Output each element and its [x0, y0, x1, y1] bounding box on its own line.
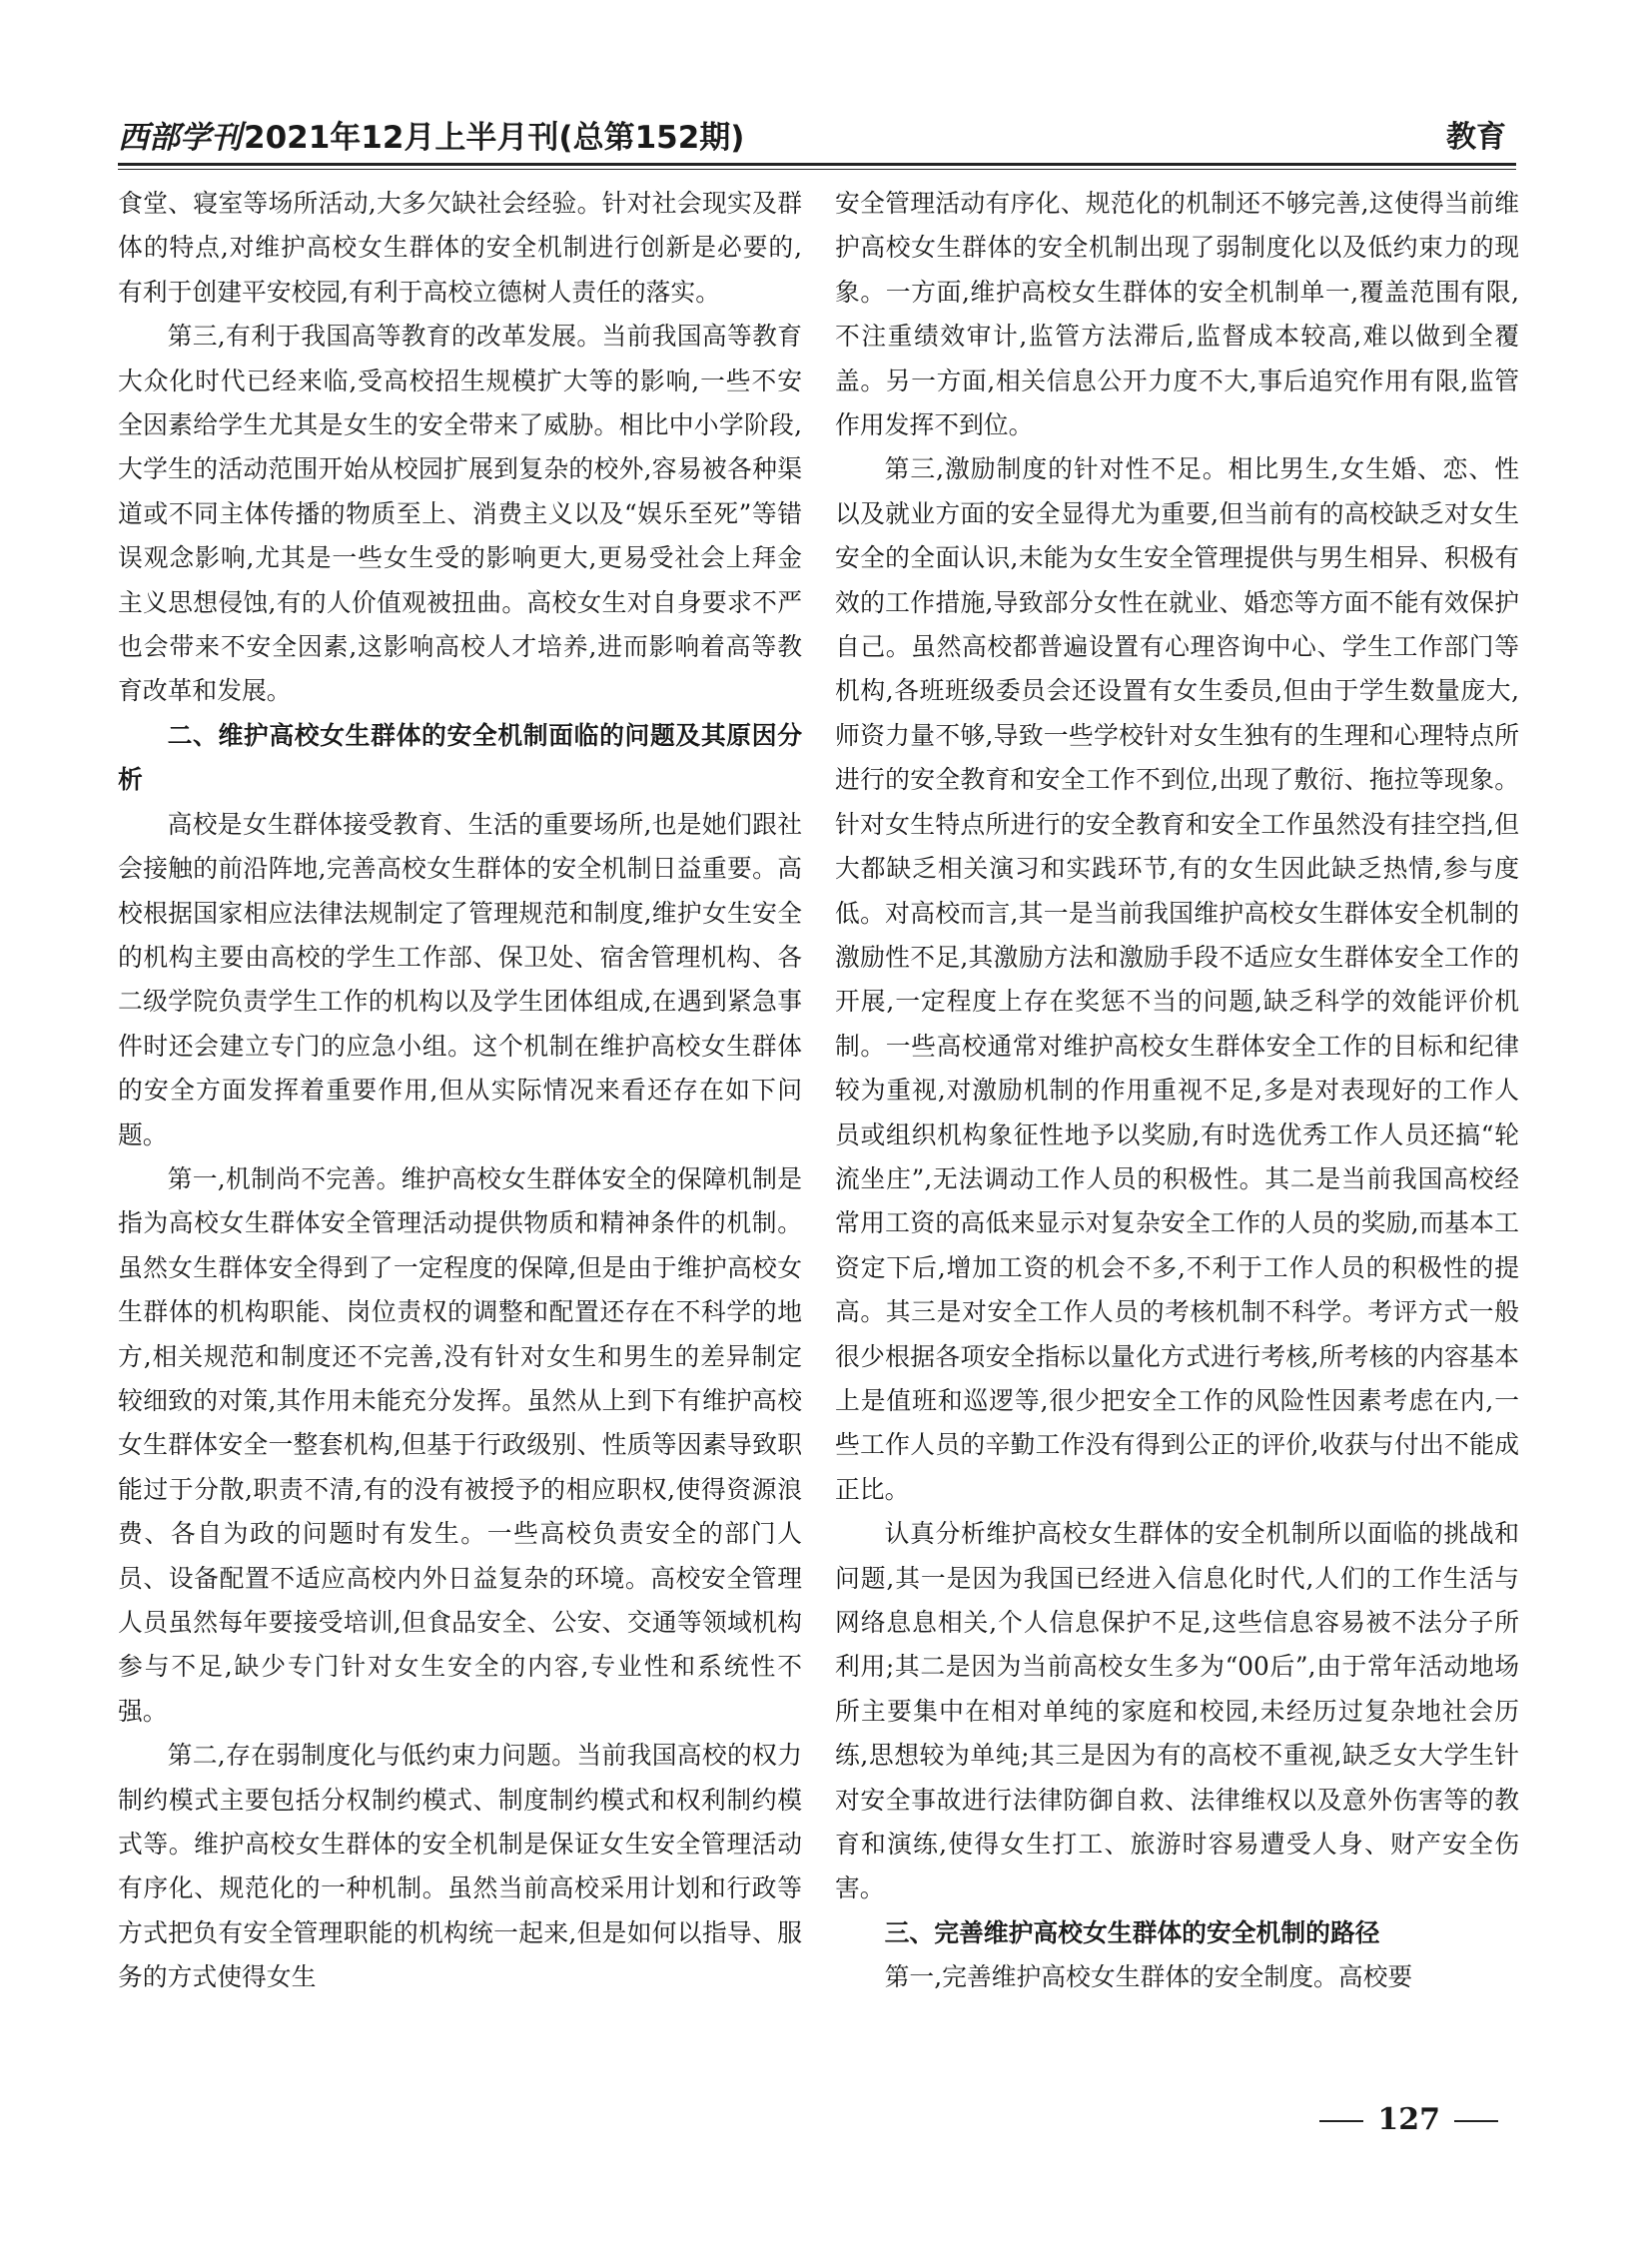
journal-logo: 西部学刊 — [118, 120, 242, 156]
page-number — [1305, 2102, 1512, 2137]
paragraph: 食堂、寝室等场所活动,大多欠缺社会经验。针对社会现实及群体的特点,对维护高校女生群体的安全机制进行创新是必要的,有利于创建平安校园,有利于高校立德树人责任的落实。 — [118, 189, 802, 307]
journal-issue-line — [118, 112, 744, 157]
paragraph: 认真分析维护高校女生群体的安全机制所以面临的挑战和问题,其一是因为我国已经进入信息化时代,人们的工作生活与网络息息相关,个人信息保护不足,这些信息容易被不法分子所利用;其二是因为当前高校女生多为“00后”,由于常年活动地场所主要集中在相对单纯的家庭和校园,未经历过复杂地社会历练,思想较为单纯;其三是因为有的高校不重视,缺乏女大学生针对安全事故进行法律防御自救、法律维权以及意外伤害等的教育和演练,使得女生打工、旅游时容易遭受人身、财产安全伤害。 — [835, 1519, 1519, 1903]
header-rule — [118, 163, 1516, 166]
right-column — [835, 182, 1519, 2000]
header-rule-thin — [118, 169, 1516, 170]
paragraph: 安全管理活动有序化、规范化的机制还不够完善,这使得当前维护高校女生群体的安全机制出现了弱制度化以及低约束力的现象。一方面,维护高校女生群体的安全机制单一,覆盖范围有限,不注重绩效审计,监管方法滞后,监督成本较高,难以做到全覆盖。另一方面,相关信息公开力度不大,事后追究作用有限,监管作用发挥不到位。 — [835, 189, 1519, 440]
folio-dash-right — [1454, 2120, 1498, 2122]
paragraph: 第三,有利于我国高等教育的改革发展。当前我国高等教育大众化时代已经来临,受高校招生规模扩大等的影响,一些不安全因素给学生尤其是女生的安全带来了威胁。相比中小学阶段,大学生的活动范围开始从校园扩展到复杂的校外,容易被各种渠道或不同主体传播的物质至上、消费主义以及“娱乐至死”等错误观念影响,尤其是一些女生受的影响更大,更易受社会上拜金主义思想侵蚀,有的人价值观被扭曲。高校女生对自身要求不严也会带来不安全因素,这影响高校人才培养,进而影响着高等教育改革和发展。 — [118, 322, 802, 706]
folio-dash-left — [1319, 2120, 1363, 2122]
section-heading: 三、完善维护高校女生群体的安全机制的路径 — [884, 1917, 1380, 1947]
paragraph: 第一,完善维护高校女生群体的安全制度。高校要 — [884, 1962, 1413, 1992]
left-column — [118, 182, 802, 2000]
running-header — [118, 108, 1516, 158]
paragraph: 高校是女生群体接受教育、生活的重要场所,也是她们跟社会接触的前沿阵地,完善高校女生群体的安全机制日益重要。高校根据国家相应法律法规制定了管理规范和制度,维护女生安全的机构主要由高校的学生工作部、保卫处、宿舍管理机构、各二级学院负责学生工作的机构以及学生团体组成,在遇到紧急事件时还会建立专门的应急小组。这个机制在维护高校女生群体的安全方面发挥着重要作用,但从实际情况来看还存在如下问题。 — [118, 809, 802, 1149]
section-label: 教育 — [1446, 120, 1506, 155]
paragraph: 第二,存在弱制度化与低约束力问题。当前我国高校的权力制约模式主要包括分权制约模式、制度制约模式和权利制约模式等。维护高校女生群体的安全机制是保证女生安全管理活动有序化、规范化的一种机制。虽然当前高校采用计划和行政等方式把负有安全管理职能的机构统一起来,但是如何以指导、服务的方式使得女生 — [118, 1741, 802, 1992]
issue-info: 2021年12月上半月刊(总第152期) — [244, 120, 745, 156]
paragraph: 第一,机制尚不完善。维护高校女生群体安全的保障机制是指为高校女生群体安全管理活动提供物质和精神条件的机制。虽然女生群体安全得到了一定程度的保障,但是由于维护高校女生群体的机构职能、岗位责权的调整和配置还存在不科学的地方,相关规范和制度还不完善,没有针对女生和男生的差异制定较细致的对策,其作用未能充分发挥。虽然从上到下有维护高校女生群体安全一整套机构,但基于行政级别、性质等因素导致职能过于分散,职责不清,有的没有被授予的相应职权,使得资源浪费、各自为政的问题时有发生。一些高校负责安全的部门人员、设备配置不适应高校内外日益复杂的环境。高校安全管理人员虽然每年要接受培训,但食品安全、公安、交通等领域机构参与不足,缺少专门针对女生安全的内容,专业性和系统性不强。 — [118, 1163, 802, 1726]
paragraph: 第三,激励制度的针对性不足。相比男生,女生婚、恋、性以及就业方面的安全显得尤为重要,但当前有的高校缺乏对女生安全的全面认识,未能为女生安全管理提供与男生相异、积极有效的工作措施,导致部分女性在就业、婚恋等方面不能有效保护自己。虽然高校都普遍设置有心理咨询中心、学生工作部门等机构,各班班级委员会还设置有女生委员,但由于学生数量庞大,师资力量不够,导致一些学校针对女生独有的生理和心理特点所进行的安全教育和安全工作不到位,出现了敷衍、拖拉等现象。针对女生特点所进行的安全教育和安全工作虽然没有挂空挡,但大都缺乏相关演习和实践环节,有的女生因此缺乏热情,参与度低。对高校而言,其一是当前我国维护高校女生群体安全机制的激励性不足,其激励方法和激励手段不适应女生群体安全工作的开展,一定程度上存在奖惩不当的问题,缺乏科学的效能评价机制。一些高校通常对维护高校女生群体安全工作的目标和纪律较为重视,对激励机制的作用重视不足,多是对表现好的工作人员或组织机构象征性地予以奖励,有时选优秀工作人员还搞“轮流坐庄”,无法调动工作人员的积极性。其二是当前我国高校经常用工资的高低来显示对复杂安全工作的人员的奖励,而基本工资定下后,增加工资的机会不多,不利于工作人员的积极性的提高。其三是对安全工作人员的考核机制不科学。考评方式一般很少根据各项安全指标以量化方式进行考核,所考核的内容基本上是值班和巡逻等,很少把安全工作的风险性因素考虑在内,一些工作人员的辛勤工作没有得到公正的评价,收获与付出不能成正比。 — [835, 454, 1519, 1504]
section-heading: 二、维护高校女生群体的安全机制面临的问题及其原因分析 — [118, 720, 802, 795]
page-number-value: 127 — [1377, 2102, 1440, 2137]
